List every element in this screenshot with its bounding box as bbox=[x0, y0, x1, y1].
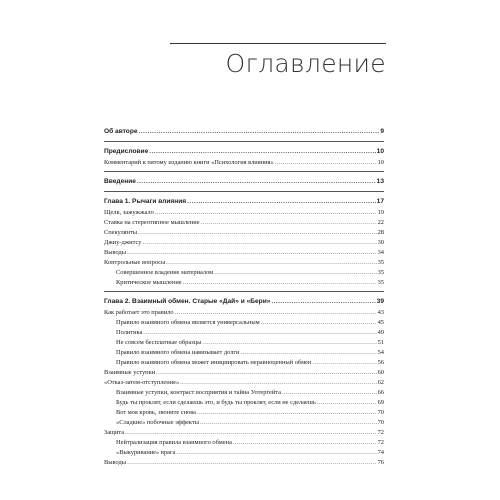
toc-page-number: 70 bbox=[377, 419, 384, 426]
toc-entry-title: Введение bbox=[104, 178, 136, 185]
toc-page-number: 35 bbox=[377, 259, 384, 266]
toc-section-entry[interactable] bbox=[104, 428, 384, 438]
toc-leader-dots bbox=[202, 338, 376, 348]
toc-entry-title: Вот моя кровь, звоните снова bbox=[116, 409, 197, 416]
toc-leader-dots bbox=[200, 418, 377, 428]
toc-page-number: 13 bbox=[376, 178, 384, 185]
toc-leader-dots bbox=[139, 126, 380, 138]
title-divider bbox=[170, 43, 386, 44]
toc-subsection-entry[interactable] bbox=[104, 418, 384, 428]
toc-entry-title: Щелк, зажужжало bbox=[104, 209, 154, 216]
toc-entry-title: Контрольные вопросы bbox=[104, 259, 166, 266]
toc-leader-dots bbox=[138, 228, 377, 238]
toc-entry-title: Правило взаимного обмена является универсальным bbox=[116, 319, 260, 326]
toc-section-entry[interactable] bbox=[104, 208, 384, 218]
toc-entry-title: Совершенное владение материалом bbox=[116, 269, 214, 276]
toc-leader-dots bbox=[312, 358, 376, 368]
toc-leader-dots bbox=[275, 158, 377, 168]
toc-section-entry[interactable] bbox=[104, 378, 384, 388]
section-divider bbox=[104, 191, 384, 192]
toc-leader-dots bbox=[282, 388, 377, 398]
toc-leader-dots bbox=[125, 428, 377, 438]
toc-leader-dots bbox=[155, 208, 377, 218]
toc-leader-dots bbox=[180, 378, 376, 388]
toc-page-number: 35 bbox=[377, 279, 384, 286]
toc-subsection-entry[interactable] bbox=[104, 408, 384, 418]
toc-leader-dots bbox=[137, 176, 376, 188]
toc-entry-title: Ставка на стереотипное мышление bbox=[104, 219, 200, 226]
toc-entry-title: Политика bbox=[116, 329, 143, 336]
toc-chapter-entry[interactable] bbox=[104, 296, 384, 308]
toc-subsection-entry[interactable] bbox=[104, 328, 384, 338]
toc-leader-dots bbox=[143, 328, 376, 338]
toc-page-number: 45 bbox=[377, 319, 384, 326]
toc-page-number: 9 bbox=[380, 128, 384, 135]
toc-entry-title: «Сладкие» побочные эффекты bbox=[116, 419, 200, 426]
toc-page-number: 62 bbox=[377, 379, 384, 386]
toc-leader-dots bbox=[176, 448, 376, 458]
toc-entry-title: Как работает это правило bbox=[104, 309, 174, 316]
toc-leader-dots bbox=[166, 258, 376, 268]
toc-page-number: 74 bbox=[377, 449, 384, 456]
toc-page-number: 76 bbox=[377, 459, 384, 466]
toc-entry-title: Правило взаимного обмена может инициировать неравноценный обмен bbox=[116, 359, 312, 366]
toc-page-number: 35 bbox=[377, 269, 384, 276]
toc-entry-title: Правило взаимного обмена навязывает долги bbox=[116, 349, 240, 356]
toc-subsection-entry[interactable] bbox=[104, 278, 384, 288]
toc-entry-title: Джиу-джитсу bbox=[104, 239, 142, 246]
toc-page-number: 19 bbox=[377, 209, 384, 216]
toc-page-number: 72 bbox=[377, 439, 384, 446]
toc-leader-dots bbox=[149, 146, 375, 158]
toc-section-entry[interactable] bbox=[104, 458, 384, 468]
toc-entry-title: Глава 1. Рычаги влияния bbox=[104, 198, 187, 205]
toc-entry-title: Комментарий к пятому изданию книги «Психология влияния» bbox=[104, 159, 274, 166]
toc-chapter-entry[interactable] bbox=[104, 126, 384, 138]
toc-subsection-entry[interactable] bbox=[104, 388, 384, 398]
page-title: Оглавление bbox=[225, 49, 386, 78]
toc-entry-title: Выводы bbox=[104, 249, 127, 256]
toc-entry-title: Предисловие bbox=[104, 148, 149, 155]
toc-page-number: 17 bbox=[376, 198, 384, 205]
toc-page-number: 43 bbox=[377, 309, 384, 316]
toc-section-entry[interactable] bbox=[104, 218, 384, 228]
toc-leader-dots bbox=[183, 278, 377, 288]
toc-entry-title: Спекулянты bbox=[104, 229, 138, 236]
toc-leader-dots bbox=[201, 218, 377, 228]
section-divider bbox=[104, 291, 384, 292]
toc-entry-title: «Выкуривание» врага bbox=[116, 449, 176, 456]
toc-leader-dots bbox=[214, 268, 376, 278]
toc-chapter-entry[interactable] bbox=[104, 146, 384, 158]
toc-page-number: 51 bbox=[377, 339, 384, 346]
toc-page-number: 10 bbox=[377, 159, 384, 166]
toc-page-number: 60 bbox=[377, 369, 384, 376]
toc-page-number: 69 bbox=[377, 399, 384, 406]
toc-leader-dots bbox=[175, 308, 377, 318]
toc-leader-dots bbox=[317, 398, 377, 408]
toc-page-number: 34 bbox=[377, 249, 384, 256]
toc-entry-title: Защита bbox=[104, 429, 125, 436]
toc-subsection-entry[interactable] bbox=[104, 268, 384, 278]
toc-leader-dots bbox=[240, 348, 376, 358]
toc-entry-title: Взаимные уступки bbox=[104, 369, 156, 376]
toc-subsection-entry[interactable] bbox=[104, 318, 384, 328]
toc-section-entry[interactable] bbox=[104, 158, 384, 168]
toc-page-number: 30 bbox=[377, 239, 384, 246]
toc-page-number: 22 bbox=[377, 219, 384, 226]
toc-page-number: 39 bbox=[376, 298, 384, 305]
toc-leader-dots bbox=[271, 296, 375, 308]
toc-entry-title: Не совсем бесплатные образцы bbox=[116, 339, 202, 346]
toc-section-entry[interactable] bbox=[104, 258, 384, 268]
toc-entry-title: «Отказ-затем-отступление» bbox=[104, 379, 180, 386]
toc-section-entry[interactable] bbox=[104, 308, 384, 318]
toc-page-number: 66 bbox=[377, 389, 384, 396]
section-divider bbox=[104, 171, 384, 172]
toc-entry-title: Об авторе bbox=[104, 128, 138, 135]
toc-leader-dots bbox=[233, 438, 377, 448]
toc-subsection-entry[interactable] bbox=[104, 438, 384, 448]
toc-chapter-entry[interactable] bbox=[104, 176, 384, 188]
toc-entry-title: Глава 2. Взаимный обмен. Старые «Дай» и «Бери» bbox=[104, 298, 271, 305]
toc-entry-title: Взаимные уступки, контраст восприятия и тайна Уотергейта bbox=[116, 389, 281, 396]
toc-page-number: 70 bbox=[377, 409, 384, 416]
toc-subsection-entry[interactable] bbox=[104, 348, 384, 358]
toc-leader-dots bbox=[156, 368, 376, 378]
toc-chapter-entry[interactable] bbox=[104, 196, 384, 208]
toc-entry-title: Критическое мышление bbox=[116, 279, 182, 286]
toc-subsection-entry[interactable] bbox=[104, 448, 384, 458]
toc-page-number: 49 bbox=[377, 329, 384, 336]
toc-section-entry[interactable] bbox=[104, 228, 384, 238]
toc-page-number: 10 bbox=[376, 148, 384, 155]
toc-page-number: 56 bbox=[377, 359, 384, 366]
toc-leader-dots bbox=[187, 196, 375, 208]
toc-subsection-entry[interactable] bbox=[104, 398, 384, 408]
toc-entry-title: Будь ты проклят, если сделаешь это, и будь ты проклят, если не сделаешь bbox=[116, 399, 316, 406]
toc-page-number: 28 bbox=[377, 229, 384, 236]
toc-page-number: 72 bbox=[377, 429, 384, 436]
toc-entry-title: Выводы bbox=[104, 459, 127, 466]
toc-leader-dots bbox=[127, 458, 377, 468]
toc-section-entry[interactable] bbox=[104, 248, 384, 258]
toc-subsection-entry[interactable] bbox=[104, 358, 384, 368]
toc-page-number: 54 bbox=[377, 349, 384, 356]
toc-leader-dots bbox=[142, 238, 376, 248]
toc-section-entry[interactable] bbox=[104, 238, 384, 248]
table-of-contents bbox=[104, 126, 384, 468]
toc-section-entry[interactable] bbox=[104, 368, 384, 378]
toc-leader-dots bbox=[127, 248, 377, 258]
section-divider bbox=[104, 141, 384, 142]
toc-leader-dots bbox=[261, 318, 377, 328]
toc-leader-dots bbox=[197, 408, 377, 418]
toc-entry-title: Нейтрализация правила взаимного обмена bbox=[116, 439, 232, 446]
toc-subsection-entry[interactable] bbox=[104, 338, 384, 348]
